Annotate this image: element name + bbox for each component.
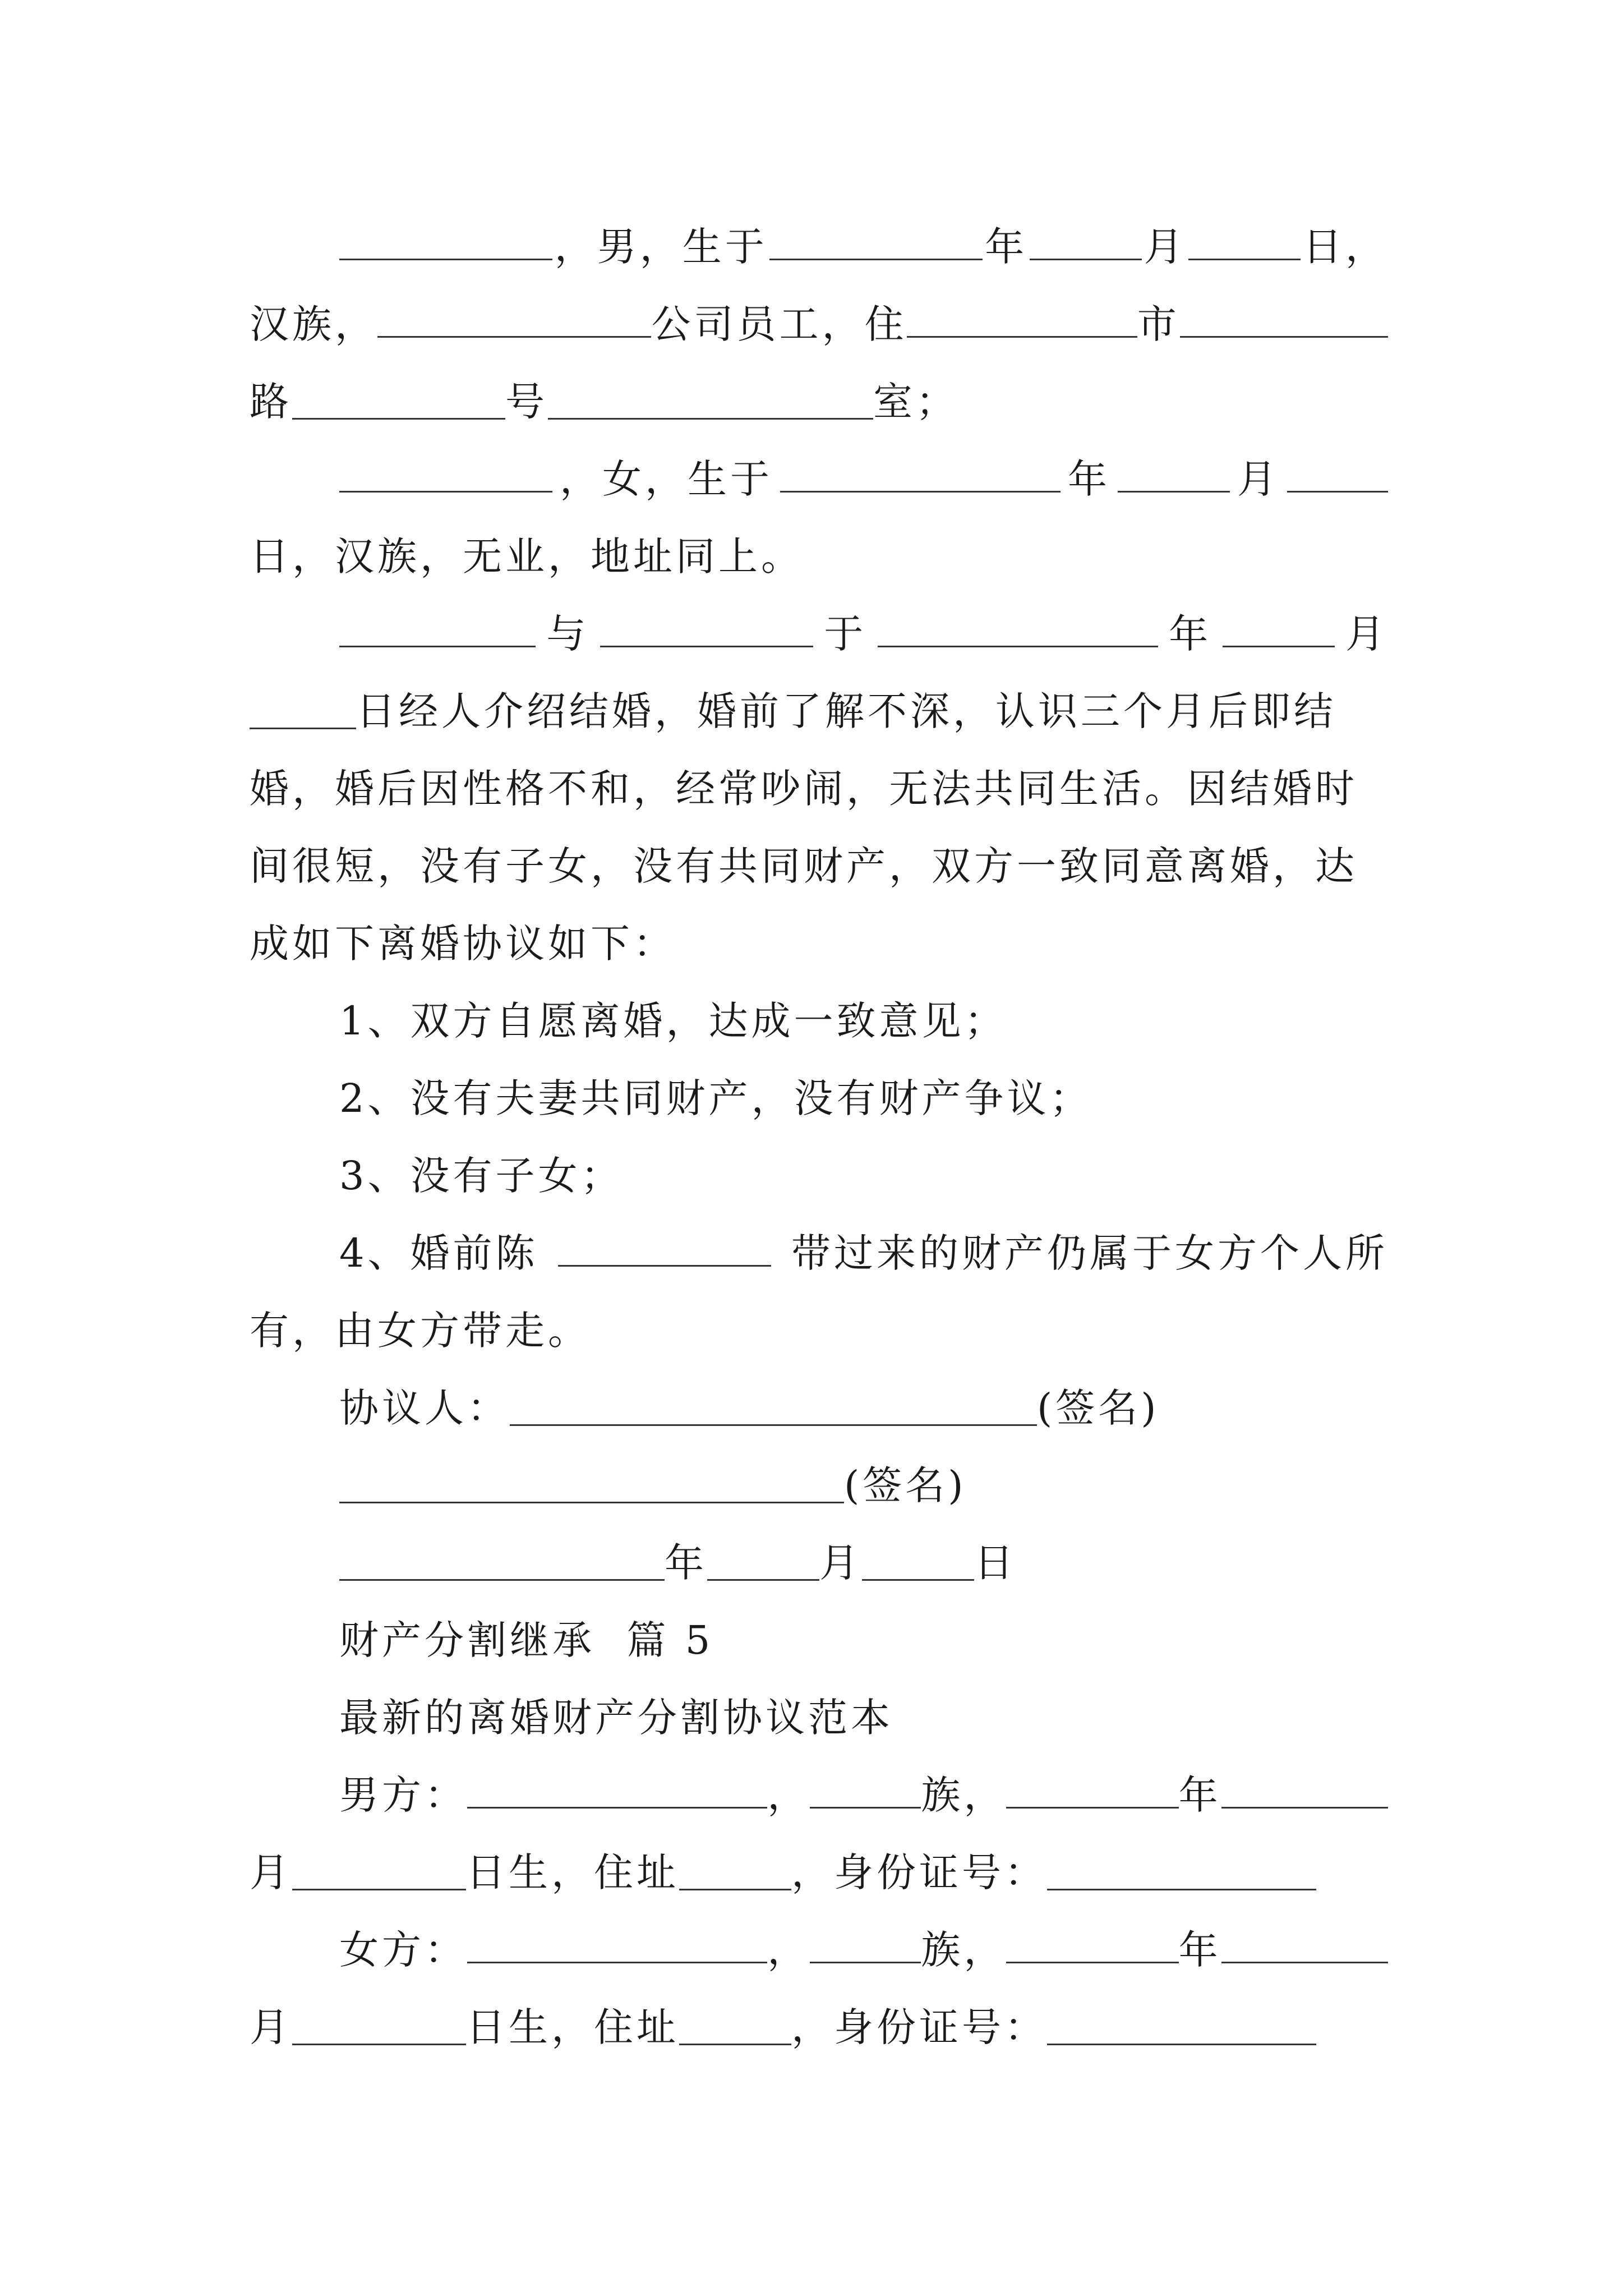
text: 年 bbox=[665, 1540, 707, 1586]
date-year-blank[interactable] bbox=[339, 1545, 665, 1581]
text: 年 bbox=[1068, 456, 1110, 502]
name-blank[interactable] bbox=[467, 1928, 767, 1963]
text: 日经人介绍结婚，婚前了解不深，认识三个月后即结 bbox=[356, 688, 1336, 734]
birth-year-blank[interactable] bbox=[780, 457, 1061, 493]
birth-year-blank[interactable] bbox=[769, 225, 983, 260]
text: 路 bbox=[250, 379, 292, 425]
doc-title: 最新的离婚财产分割协议范本 bbox=[339, 1695, 893, 1741]
female-name-blank[interactable] bbox=[600, 612, 813, 647]
marriage-line-1 bbox=[339, 606, 1388, 662]
id-number-blank[interactable] bbox=[1047, 1855, 1316, 1890]
marriage-year-blank[interactable] bbox=[878, 612, 1158, 647]
marriage-month-blank[interactable] bbox=[1223, 612, 1335, 647]
date-month-blank[interactable] bbox=[707, 1545, 819, 1581]
item-4-line-2: 有，由女方带走。 bbox=[250, 1308, 591, 1354]
item-2: 2、没有夫妻共同财产，没有财产争议； bbox=[339, 1075, 1092, 1121]
signer-label: 协议人： bbox=[339, 1385, 510, 1431]
text: ，身份证号： bbox=[791, 1849, 1047, 1895]
name-blank[interactable] bbox=[339, 225, 552, 260]
marriage-line-3: 婚，婚后因性格不和，经常吵闹，无法共同生活。因结婚时 bbox=[250, 766, 1358, 812]
city-blank[interactable] bbox=[907, 302, 1137, 338]
text: 年 bbox=[985, 224, 1028, 270]
text: 年 bbox=[1169, 611, 1212, 657]
date-line bbox=[339, 1535, 1388, 1591]
ethnic-blank[interactable] bbox=[810, 1928, 921, 1963]
birth-day-blank[interactable] bbox=[1287, 457, 1388, 493]
text: 与 bbox=[546, 611, 589, 657]
text: ， bbox=[767, 1772, 810, 1818]
signer-line-2 bbox=[339, 1457, 1388, 1513]
item-4-line-1 bbox=[339, 1225, 1388, 1281]
address-blank[interactable] bbox=[679, 1855, 791, 1890]
marriage-day-blank[interactable] bbox=[250, 694, 356, 729]
party-male-line-1 bbox=[339, 219, 1388, 275]
name-blank[interactable] bbox=[467, 1773, 767, 1809]
item-1: 1、双方自愿离婚，达成一致意见； bbox=[339, 998, 1007, 1044]
date-day-blank[interactable] bbox=[862, 1545, 974, 1581]
section-heading: 财产分割继承 篇 5 bbox=[339, 1617, 714, 1663]
text: 月 bbox=[250, 1849, 292, 1895]
text: 日生，住址 bbox=[466, 2004, 679, 2050]
birth-month-blank[interactable] bbox=[1030, 225, 1142, 260]
text: 年 bbox=[1178, 1772, 1221, 1818]
male-party-line-2 bbox=[250, 1844, 1388, 1901]
marriage-line-2 bbox=[250, 683, 1388, 739]
text: 月 bbox=[1237, 456, 1280, 502]
item-3: 3、没有子女； bbox=[339, 1153, 624, 1199]
birth-month-blank[interactable] bbox=[1221, 1928, 1388, 1963]
male-name-blank[interactable] bbox=[339, 612, 536, 647]
birth-month-blank[interactable] bbox=[1118, 457, 1230, 493]
name-blank[interactable] bbox=[558, 1231, 771, 1267]
text: ，女，生于 bbox=[560, 456, 773, 502]
birth-day-blank[interactable] bbox=[1188, 225, 1301, 260]
marriage-line-4: 间很短，没有子女，没有共同财产，双方一致同意离婚，达 bbox=[250, 843, 1358, 889]
text: 族， bbox=[921, 1927, 1007, 1973]
name-blank[interactable] bbox=[339, 457, 552, 493]
company-blank[interactable] bbox=[377, 302, 651, 338]
id-number-blank[interactable] bbox=[1047, 2010, 1316, 2045]
text: 月 bbox=[1345, 611, 1388, 657]
road-number-blank[interactable] bbox=[292, 384, 505, 420]
text: 4、婚前陈 bbox=[339, 1230, 538, 1276]
room-blank[interactable] bbox=[548, 384, 873, 420]
sign-note: (签名) bbox=[844, 1462, 967, 1508]
birth-year-blank[interactable] bbox=[1006, 1773, 1178, 1809]
marriage-line-5: 成如下离婚协议如下： bbox=[250, 921, 676, 967]
signer-line bbox=[339, 1380, 1388, 1436]
text: ， bbox=[767, 1927, 810, 1973]
birth-day-blank[interactable] bbox=[292, 2010, 466, 2045]
text: 女方： bbox=[339, 1927, 467, 1973]
birth-year-blank[interactable] bbox=[1006, 1928, 1178, 1963]
text: 公司员工，住 bbox=[651, 301, 907, 347]
text: 男方： bbox=[339, 1772, 467, 1818]
signature-blank-2[interactable] bbox=[339, 1468, 844, 1503]
text: 室； bbox=[873, 379, 958, 425]
female-party-line-1 bbox=[339, 1922, 1388, 1978]
text: ，男，生于 bbox=[554, 224, 768, 270]
text: 带过来的财产仍属于女方个人所 bbox=[791, 1230, 1388, 1276]
text: ，身份证号： bbox=[791, 2004, 1047, 2050]
ethnic-blank[interactable] bbox=[810, 1773, 921, 1809]
male-party-line-1 bbox=[339, 1767, 1388, 1823]
party-female-line-1 bbox=[339, 451, 1388, 507]
text: 月 bbox=[1144, 224, 1187, 270]
text: 月 bbox=[819, 1540, 862, 1586]
birth-day-blank[interactable] bbox=[292, 1855, 466, 1890]
sign-note: (签名) bbox=[1037, 1385, 1160, 1431]
text: 日，汉族，无业，地址同上。 bbox=[250, 533, 804, 579]
text: 族， bbox=[921, 1772, 1007, 1818]
text: 号 bbox=[505, 379, 548, 425]
signature-blank-1[interactable] bbox=[510, 1391, 1037, 1426]
text: 日， bbox=[1302, 224, 1388, 270]
text: 汉族， bbox=[250, 301, 377, 347]
birth-month-blank[interactable] bbox=[1221, 1773, 1388, 1809]
text: 月 bbox=[250, 2004, 292, 2050]
party-male-line-3 bbox=[250, 374, 1388, 430]
text: 日生，住址 bbox=[466, 1849, 679, 1895]
party-female-line-2 bbox=[250, 528, 1388, 585]
text: 年 bbox=[1178, 1927, 1221, 1973]
text: 于 bbox=[824, 611, 867, 657]
text: 市 bbox=[1137, 301, 1180, 347]
female-party-line-2 bbox=[250, 1999, 1388, 2055]
party-male-line-2 bbox=[250, 296, 1388, 352]
road-blank[interactable] bbox=[1180, 302, 1388, 338]
address-blank[interactable] bbox=[679, 2010, 791, 2045]
text: 日 bbox=[974, 1540, 1017, 1586]
